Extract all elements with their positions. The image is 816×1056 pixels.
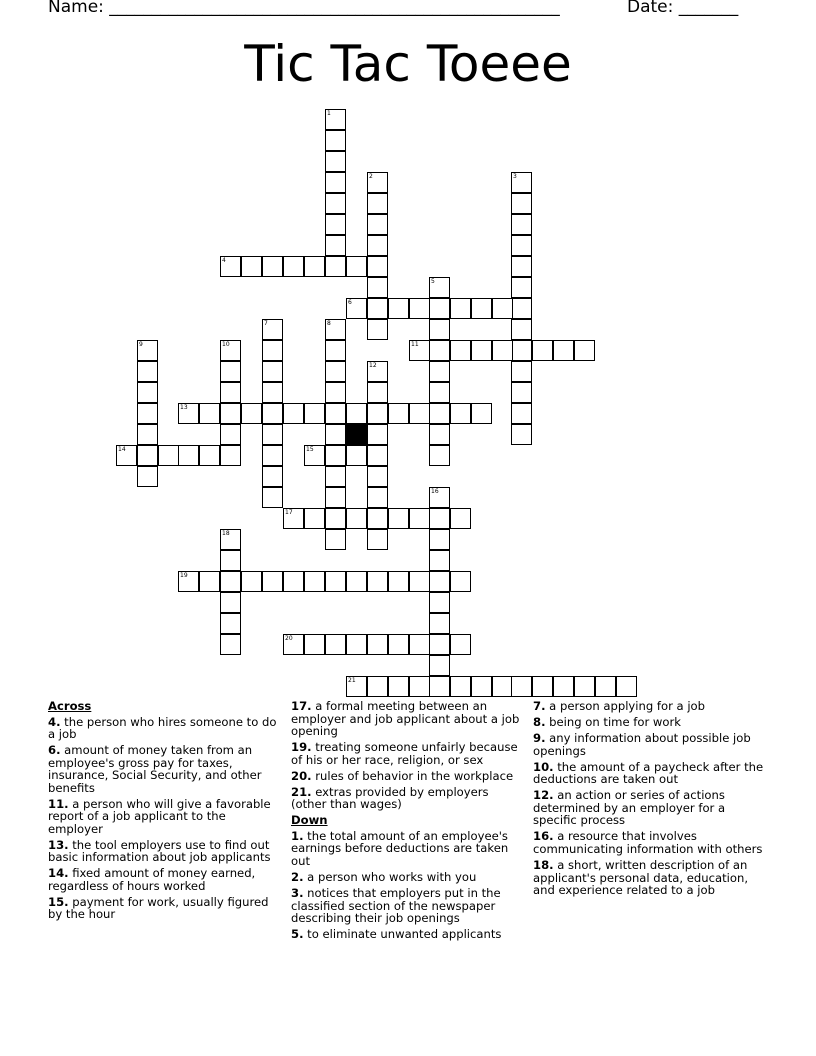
crossword-cell[interactable] bbox=[429, 613, 450, 634]
clue-text: fixed amount of money earned, regardless of hours worked bbox=[48, 866, 256, 893]
crossword-cell[interactable] bbox=[511, 382, 532, 403]
crossword-cell[interactable] bbox=[325, 382, 346, 403]
crossword-cell[interactable] bbox=[220, 445, 241, 466]
across-clue-list-continued bbox=[291, 700, 523, 811]
crossword-cell[interactable] bbox=[220, 550, 241, 571]
crossword-cell[interactable] bbox=[367, 256, 388, 277]
crossword-cell[interactable] bbox=[429, 634, 450, 655]
crossword-cell[interactable] bbox=[574, 340, 595, 361]
crossword-cell[interactable] bbox=[283, 403, 304, 424]
crossword-cell[interactable] bbox=[388, 676, 409, 697]
clue-text: a short, written description of an applicant's personal data, education, and experience related to a job bbox=[533, 858, 748, 898]
clue-text: a person who will give a favorable report of a job applicant to the employer bbox=[48, 796, 271, 836]
crossword-cell[interactable] bbox=[429, 445, 450, 466]
crossword-cell[interactable] bbox=[429, 592, 450, 613]
down-clue-list bbox=[291, 830, 523, 941]
crossword-cell[interactable] bbox=[450, 403, 471, 424]
crossword-cell[interactable] bbox=[262, 424, 283, 445]
clue-number: 21. bbox=[291, 784, 312, 799]
down-clue-list-continued bbox=[533, 700, 768, 897]
crossword-cell[interactable] bbox=[450, 508, 471, 529]
clue-item bbox=[533, 830, 768, 855]
clue-text: a person applying for a job bbox=[545, 699, 705, 713]
crossword-cell[interactable] bbox=[137, 466, 158, 487]
crossword-cell[interactable] bbox=[325, 130, 346, 151]
crossword-cell[interactable] bbox=[304, 508, 325, 529]
crossword-cell[interactable] bbox=[262, 466, 283, 487]
clue-number-label: 12 bbox=[369, 362, 377, 369]
crossword-cell[interactable] bbox=[511, 403, 532, 424]
clue-item bbox=[291, 830, 523, 868]
crossword-cell[interactable] bbox=[367, 319, 388, 340]
clue-number-label: 14 bbox=[118, 446, 126, 453]
crossword-cell[interactable] bbox=[325, 466, 346, 487]
crossword-cell[interactable] bbox=[325, 361, 346, 382]
black-square bbox=[346, 424, 367, 445]
crossword-cell[interactable] bbox=[367, 214, 388, 235]
crossword-cell[interactable] bbox=[429, 382, 450, 403]
crossword-cell[interactable] bbox=[367, 382, 388, 403]
crossword-cell[interactable] bbox=[325, 445, 346, 466]
clue-number-label: 8 bbox=[327, 320, 331, 327]
clue-number: 10. bbox=[533, 759, 554, 774]
crossword-cell[interactable] bbox=[409, 508, 430, 529]
clue-number: 11. bbox=[48, 796, 69, 811]
crossword-cell[interactable] bbox=[346, 445, 367, 466]
crossword-cell[interactable] bbox=[283, 256, 304, 277]
crossword-cell[interactable] bbox=[346, 403, 367, 424]
crossword-cell[interactable] bbox=[325, 424, 346, 445]
crossword-cell[interactable] bbox=[429, 403, 450, 424]
crossword-cell[interactable] bbox=[325, 403, 346, 424]
crossword-cell[interactable] bbox=[511, 235, 532, 256]
across-clue-list bbox=[48, 716, 278, 921]
clue-text: the tool employers use to find out basic information about job applicants bbox=[48, 837, 271, 865]
clue-number: 18. bbox=[533, 858, 554, 873]
clue-text: a person who works with you bbox=[303, 869, 477, 884]
clue-text: to eliminate unwanted applicants bbox=[303, 927, 502, 942]
crossword-cell[interactable] bbox=[553, 676, 574, 697]
clue-item bbox=[533, 789, 768, 827]
clue-item bbox=[533, 859, 768, 897]
crossword-cell[interactable] bbox=[429, 508, 450, 529]
crossword-cell[interactable] bbox=[450, 340, 471, 361]
crossword-cell[interactable] bbox=[511, 424, 532, 445]
clue-number: 12. bbox=[533, 788, 554, 803]
clue-number-label: 11 bbox=[411, 341, 419, 348]
clue-item bbox=[48, 896, 278, 921]
clue-text: being on time for work bbox=[545, 715, 681, 730]
crossword-cell[interactable] bbox=[325, 214, 346, 235]
crossword-cell[interactable] bbox=[241, 256, 262, 277]
crossword-cell[interactable] bbox=[367, 424, 388, 445]
crossword-cell[interactable] bbox=[325, 634, 346, 655]
crossword-cell[interactable] bbox=[367, 403, 388, 424]
crossword-cell[interactable] bbox=[492, 676, 513, 697]
clue-number-label: 3 bbox=[513, 173, 517, 180]
crossword-cell[interactable] bbox=[367, 193, 388, 214]
clue-number-label: 18 bbox=[222, 530, 230, 537]
clue-item bbox=[533, 716, 768, 729]
crossword-cell[interactable] bbox=[388, 298, 409, 319]
clue-number-label: 15 bbox=[306, 446, 314, 453]
clue-item bbox=[291, 700, 523, 738]
clue-number-label: 5 bbox=[431, 278, 435, 285]
clue-number-label: 13 bbox=[180, 404, 188, 411]
crossword-cell[interactable] bbox=[137, 382, 158, 403]
clue-item bbox=[533, 700, 768, 713]
crossword-cell[interactable] bbox=[325, 256, 346, 277]
clue-number: 15. bbox=[48, 894, 69, 909]
crossword-cell[interactable] bbox=[511, 214, 532, 235]
crossword-cell[interactable] bbox=[262, 487, 283, 508]
crossword-cell[interactable] bbox=[595, 676, 616, 697]
clue-item bbox=[291, 741, 523, 766]
crossword-cell[interactable] bbox=[325, 529, 346, 550]
crossword-cell[interactable] bbox=[325, 172, 346, 193]
crossword-cell[interactable] bbox=[325, 235, 346, 256]
clue-item bbox=[533, 732, 768, 757]
crossword-cell[interactable] bbox=[367, 445, 388, 466]
crossword-cell[interactable] bbox=[283, 571, 304, 592]
name-field-label: Name: _____________________________________________________ bbox=[48, 0, 560, 17]
crossword-cell[interactable] bbox=[429, 529, 450, 550]
clue-item bbox=[48, 867, 278, 892]
clue-number: 13. bbox=[48, 837, 69, 852]
clue-number-label: 6 bbox=[348, 299, 352, 306]
clue-number: 2. bbox=[291, 869, 304, 884]
crossword-cell[interactable] bbox=[220, 571, 241, 592]
clue-text: notices that employers put in the classified section of the newspaper describing their job openings bbox=[291, 886, 501, 926]
crossword-cell[interactable] bbox=[199, 403, 220, 424]
clue-text: treating someone unfairly because of his or her race, religion, or sex bbox=[291, 740, 518, 767]
crossword-cell[interactable] bbox=[137, 361, 158, 382]
crossword-cell[interactable] bbox=[325, 487, 346, 508]
crossword-cell[interactable] bbox=[429, 571, 450, 592]
crossword-cell[interactable] bbox=[220, 361, 241, 382]
crossword-cell[interactable] bbox=[492, 298, 513, 319]
crossword-cell[interactable] bbox=[367, 634, 388, 655]
clue-number-label: 20 bbox=[285, 635, 293, 642]
crossword-cell[interactable] bbox=[429, 298, 450, 319]
clue-number: 8. bbox=[533, 715, 546, 730]
crossword-cell[interactable] bbox=[304, 256, 325, 277]
clues-column-3 bbox=[533, 700, 768, 900]
crossword-cell[interactable] bbox=[553, 340, 574, 361]
clue-number-label: 9 bbox=[139, 341, 143, 348]
clue-item bbox=[48, 839, 278, 864]
crossword-cell[interactable] bbox=[199, 445, 220, 466]
clue-number: 7. bbox=[533, 699, 546, 713]
clue-item bbox=[48, 798, 278, 836]
clue-item bbox=[48, 744, 278, 794]
crossword-cell[interactable] bbox=[262, 361, 283, 382]
clue-text: the amount of a paycheck after the deductions are taken out bbox=[533, 759, 764, 787]
crossword-cell[interactable] bbox=[199, 571, 220, 592]
crossword-cell[interactable] bbox=[367, 298, 388, 319]
crossword-cell[interactable] bbox=[388, 571, 409, 592]
crossword-cell[interactable] bbox=[262, 403, 283, 424]
clue-text: the total amount of an employee's earnings before deductions are taken out bbox=[291, 828, 509, 868]
crossword-cell[interactable] bbox=[511, 340, 532, 361]
clue-number-label: 10 bbox=[222, 341, 230, 348]
clue-number: 9. bbox=[533, 731, 546, 746]
clue-number-label: 4 bbox=[222, 257, 226, 264]
clue-number: 20. bbox=[291, 768, 312, 783]
crossword-cell[interactable] bbox=[450, 571, 471, 592]
crossword-cell[interactable] bbox=[429, 319, 450, 340]
clue-item bbox=[291, 928, 523, 941]
crossword-cell[interactable] bbox=[304, 634, 325, 655]
crossword-cell[interactable] bbox=[511, 193, 532, 214]
clue-text: amount of money taken from an employee's gross pay for taxes, insurance, Social Security, and other benefits bbox=[48, 743, 262, 795]
crossword-cell[interactable] bbox=[429, 340, 450, 361]
clue-number-label: 19 bbox=[180, 572, 188, 579]
crossword-cell[interactable] bbox=[409, 298, 430, 319]
clue-text: extras provided by employers (other than wages) bbox=[291, 784, 489, 812]
crossword-cell[interactable] bbox=[511, 319, 532, 340]
crossword-cell[interactable] bbox=[220, 613, 241, 634]
clue-item bbox=[291, 770, 523, 783]
crossword-cell[interactable] bbox=[178, 445, 199, 466]
date-field-label: Date: _______ bbox=[627, 0, 739, 17]
crossword-cell[interactable] bbox=[532, 340, 553, 361]
clue-number-label: 17 bbox=[285, 509, 293, 516]
crossword-cell[interactable] bbox=[409, 676, 430, 697]
crossword-cell[interactable] bbox=[471, 403, 492, 424]
crossword-cell[interactable] bbox=[262, 340, 283, 361]
crossword-cell[interactable] bbox=[220, 634, 241, 655]
crossword-cell[interactable] bbox=[346, 508, 367, 529]
crossword-cell[interactable] bbox=[241, 403, 262, 424]
crossword-cell[interactable] bbox=[511, 256, 532, 277]
clue-number: 4. bbox=[48, 714, 61, 729]
crossword-cell[interactable] bbox=[367, 529, 388, 550]
clue-number: 16. bbox=[533, 829, 554, 844]
clue-text: rules of behavior in the workplace bbox=[311, 768, 514, 783]
crossword-cell[interactable] bbox=[325, 151, 346, 172]
crossword-cell[interactable] bbox=[409, 571, 430, 592]
clue-number: 1. bbox=[291, 828, 304, 843]
crossword-cell[interactable] bbox=[367, 277, 388, 298]
clue-number: 5. bbox=[291, 927, 304, 942]
crossword-cell[interactable] bbox=[367, 508, 388, 529]
clues-column-1 bbox=[48, 700, 278, 925]
clue-text: payment for work, usually figured by the hour bbox=[48, 894, 269, 922]
clue-text: the person who hires someone to do a job bbox=[48, 714, 277, 741]
crossword-cell[interactable] bbox=[137, 403, 158, 424]
crossword-cell[interactable] bbox=[220, 382, 241, 403]
crossword-cell[interactable] bbox=[429, 424, 450, 445]
clue-number-label: 16 bbox=[431, 488, 439, 495]
crossword-cell[interactable] bbox=[511, 361, 532, 382]
crossword-cell[interactable] bbox=[574, 676, 595, 697]
crossword-cell[interactable] bbox=[262, 571, 283, 592]
crossword-cell[interactable] bbox=[137, 445, 158, 466]
crossword-cell[interactable] bbox=[325, 571, 346, 592]
crossword-cell[interactable] bbox=[450, 676, 471, 697]
clue-number: 3. bbox=[291, 886, 304, 901]
crossword-cell[interactable] bbox=[409, 403, 430, 424]
clue-item bbox=[533, 761, 768, 786]
clue-number-label: 1 bbox=[327, 110, 331, 117]
crossword-cell[interactable] bbox=[325, 508, 346, 529]
crossword-cell[interactable] bbox=[471, 676, 492, 697]
crossword-cell[interactable] bbox=[241, 571, 262, 592]
crossword-cell[interactable] bbox=[346, 634, 367, 655]
down-heading: Down bbox=[291, 813, 328, 828]
crossword-cell[interactable] bbox=[471, 340, 492, 361]
crossword-cell[interactable] bbox=[367, 466, 388, 487]
crossword-cell[interactable] bbox=[450, 298, 471, 319]
crossword-cell[interactable] bbox=[262, 445, 283, 466]
clue-number: 19. bbox=[291, 740, 312, 755]
clue-number-label: 2 bbox=[369, 173, 373, 180]
clue-item bbox=[291, 786, 523, 811]
crossword-cell[interactable] bbox=[158, 445, 179, 466]
crossword-cell[interactable] bbox=[304, 571, 325, 592]
puzzle-title: Tic Tac Toeee bbox=[244, 35, 572, 93]
clue-text: a formal meeting between an employer and job applicant about a job opening bbox=[291, 699, 520, 738]
crossword-cell[interactable] bbox=[262, 382, 283, 403]
crossword-cell[interactable] bbox=[409, 634, 430, 655]
clues-column-2 bbox=[291, 700, 523, 944]
crossword-cell[interactable] bbox=[137, 424, 158, 445]
clue-number-label: 21 bbox=[348, 677, 356, 684]
clue-item bbox=[48, 716, 278, 741]
crossword-cell[interactable] bbox=[346, 256, 367, 277]
crossword-cell[interactable] bbox=[325, 340, 346, 361]
crossword-cell[interactable] bbox=[429, 676, 450, 697]
crossword-cell[interactable] bbox=[262, 256, 283, 277]
crossword-cell[interactable] bbox=[346, 571, 367, 592]
clue-text: a resource that involves communicating information with others bbox=[533, 829, 763, 856]
crossword-cell[interactable] bbox=[304, 403, 325, 424]
crossword-cell[interactable] bbox=[367, 487, 388, 508]
crossword-cell[interactable] bbox=[367, 676, 388, 697]
crossword-cell[interactable] bbox=[429, 550, 450, 571]
crossword-cell[interactable] bbox=[220, 424, 241, 445]
crossword-cell[interactable] bbox=[220, 592, 241, 613]
crossword-cell[interactable] bbox=[511, 298, 532, 319]
crossword-cell[interactable] bbox=[616, 676, 637, 697]
clue-item bbox=[291, 871, 523, 884]
clue-text: any information about possible job openings bbox=[533, 731, 751, 758]
crossword-cell[interactable] bbox=[325, 193, 346, 214]
crossword-cell[interactable] bbox=[492, 340, 513, 361]
crossword-cell[interactable] bbox=[450, 634, 471, 655]
crossword-cell[interactable] bbox=[511, 676, 532, 697]
clue-number: 14. bbox=[48, 866, 69, 881]
clue-item bbox=[291, 887, 523, 925]
crossword-cell[interactable] bbox=[471, 298, 492, 319]
crossword-cell[interactable] bbox=[388, 508, 409, 529]
clue-number: 17. bbox=[291, 699, 312, 713]
crossword-cell[interactable] bbox=[367, 571, 388, 592]
across-heading: Across bbox=[48, 699, 92, 713]
crossword-cell[interactable] bbox=[388, 634, 409, 655]
clue-number: 6. bbox=[48, 743, 61, 758]
crossword-cell[interactable] bbox=[511, 277, 532, 298]
crossword-cell[interactable] bbox=[429, 655, 450, 676]
crossword-cell[interactable] bbox=[220, 403, 241, 424]
crossword-cell[interactable] bbox=[388, 403, 409, 424]
clue-text: an action or series of actions determined by an employer for a specific process bbox=[533, 788, 726, 828]
crossword-cell[interactable] bbox=[367, 235, 388, 256]
crossword-cell[interactable] bbox=[429, 361, 450, 382]
clue-number-label: 7 bbox=[264, 320, 268, 327]
crossword-cell[interactable] bbox=[532, 676, 553, 697]
